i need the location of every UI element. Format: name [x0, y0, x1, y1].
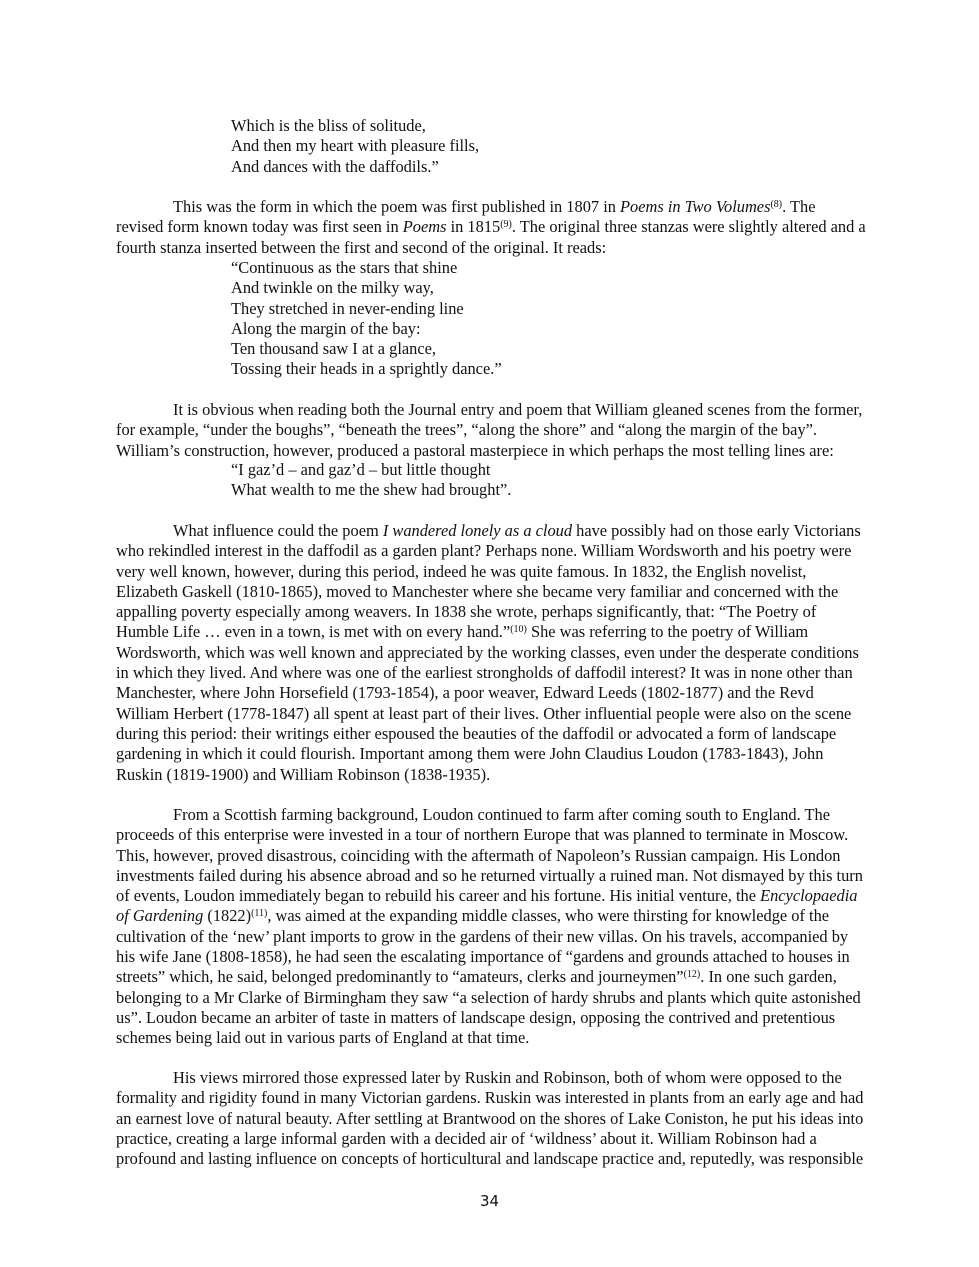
text-line: in which they lived. And where was one of the earliest strongholds of daffodil interest? It was in none other than: [116, 663, 853, 683]
book-title: Poems in Two Volumes: [620, 197, 771, 216]
text-line: proceeds of this enterprise were invested in a tour of northern Europe that was planned to terminate in Moscow.: [116, 825, 849, 845]
paragraph-publication-history: [116, 197, 932, 258]
text-line: an earnest love of natural beauty. After settling at Brantwood on the shores of Lake Coniston, he put his ideas into: [116, 1108, 864, 1128]
text-line: during this period: their writings either espoused the beauties of the daffodil or advocated a form of landscape: [116, 723, 837, 743]
text-line: Manchester, where John Horsefield (1793-1854), a poor weaver, Edward Leeds (1802-1877) and the Revd: [116, 683, 814, 703]
text-line: It is obvious when reading both the Journal entry and poem that William gleaned scenes from the former,: [173, 400, 863, 419]
verse-line: Along the margin of the bay:: [231, 318, 421, 338]
paragraph-ruskin-robinson: [116, 1068, 932, 1169]
text-line: of Gardening $(1822)^{(11)}$, was aimed at the expanding middle classes, who were thirsting for knowledge of the: [116, 906, 830, 926]
verse-line: “Continuous as the stars that shine: [231, 258, 458, 277]
verse-line: Which is the bliss of solitude,: [231, 116, 426, 135]
poem-excerpt-ending: [231, 116, 931, 177]
verse-line: And twinkle on the milky way,: [231, 278, 434, 298]
paragraph-loudon: [116, 805, 932, 1049]
paragraph-victorian-influence: [116, 521, 932, 785]
text-line: for example, “under the boughs”, “beneath the trees”, “along the shore” and “along the margin of the bay”.: [116, 420, 818, 440]
book-title: Poems: [402, 217, 447, 237]
verse-line: What wealth to me the shew had brought”.: [231, 480, 512, 500]
book-title: of Gardening: [116, 906, 204, 926]
text-line: fourth stanza inserted between the first and second of the original. It reads:: [116, 237, 607, 257]
text-line: very well known, however, during this period, indeed he was quite famous. In 1832, the English novelist,: [116, 561, 807, 581]
text-line: appalling poverty especially among weavers. In 1838 she wrote, perhaps significantly, that: “The Poetry of: [116, 602, 817, 622]
text-line: his wife Jane (1808-1858), he had seen the escalating importance of “gardens and grounds attached to houses in: [116, 947, 850, 967]
text-line: Wordsworth, which was well known and appreciated by the working classes, even under the desperate conditions: [116, 642, 859, 662]
text-line: streets” which, he said, belonged predominantly to “amateurs, clerks and journeymen”$^{(12)}$. In one such garden,: [116, 967, 837, 987]
verse-line: Ten thousand saw I at a glance,: [231, 339, 437, 359]
text-line: us”. Loudon became an arbiter of taste in matters of landscape design, opposing the contrived and pretentious: [116, 1007, 836, 1027]
verse-line: And then my heart with pleasure fills,: [231, 136, 480, 156]
verse-line: “I gaz’d – and gaz’d – but little thought: [231, 460, 491, 479]
text-line: Ruskin (1819-1900) and William Robinson (1838-1935).: [116, 764, 491, 784]
text-line: From a Scottish farming background, Loudon continued to farm after coming south to England. The: [173, 805, 831, 824]
text-line: gardening in which it could flourish. Important among them were John Claudius Loudon (1783-1843), John: [116, 744, 824, 764]
footnote-ref: (11): [251, 908, 268, 920]
text-line: William’s construction, however, produced a pastoral masterpiece in which perhaps the most telling lines are:: [116, 440, 834, 460]
text-line: This, however, proved disastrous, coinciding with the aftermath of Napoleon’s Russian campaign. His London: [116, 845, 841, 865]
telling-lines-quote: [231, 460, 931, 501]
text-line: who rekindled interest in the daffodil as a garden plant? Perhaps none. William Wordsworth and his poetry were: [116, 541, 852, 561]
footnote-ref: (9): [500, 219, 512, 231]
text-line: belonging to a Mr Clarke of Birmingham they saw “a selection of hardy shrubs and plants which quite astonished: [116, 987, 861, 1007]
text-line: schemes being laid out in various parts of England at that time.: [116, 1028, 530, 1048]
text-line: His views mirrored those expressed later by Ruskin and Robinson, both of whom were opposed to the: [173, 1068, 842, 1087]
text-line: of events, Loudon immediately began to rebuild his career and his fortune. His initial venture, the Encyclopaedia: [116, 886, 858, 906]
footnote-ref: (12): [683, 969, 701, 981]
footnote-ref: (8): [770, 199, 783, 210]
text-line: profound and lasting influence on concepts of horticultural and landscape practice and, reputedly, was responsible: [116, 1149, 864, 1169]
book-title: Encyclopaedia: [760, 886, 858, 906]
text-line: Humble Life … even in a town, is met with on every hand.”$^{(10)}$ She was referring to the poetry of William: [116, 622, 809, 642]
verse-line: They stretched in never-ending line: [231, 298, 464, 318]
page-number: 34: [479, 1192, 500, 1210]
text-line: investments failed during his absence abroad and so he returned virtually a ruined man. Not dismayed by this turn: [116, 865, 863, 885]
text-line: This was the form in which the poem was first published in 1807 in Poems in Two Volumes$^{(8)}$. The: [173, 197, 816, 216]
text-line: What influence could the poem I wandered lonely as a cloud have possibly had on those early Victorians: [173, 521, 861, 540]
verse-line: And dances with the daffodils.”: [231, 156, 439, 176]
inserted-stanza: [231, 258, 931, 380]
paragraph-journal-comparison: [116, 400, 932, 461]
verse-line: Tossing their heads in a sprightly dance.”: [231, 359, 502, 379]
text-line: cultivation of the ‘new’ plant imports to grow in the gardens of their new villas. On his travels, accompanied by: [116, 926, 849, 946]
text-line: formality and rigidity found in many Victorian gardens. Ruskin was interested in plants from an early age and had: [116, 1088, 864, 1108]
poem-title: I wandered lonely as a cloud: [382, 521, 573, 540]
footnote-ref: (10): [510, 624, 527, 636]
text-line: practice, creating a large informal garden with a decided air of ‘wildness’ about it. William Robinson had a: [116, 1128, 817, 1148]
text-line: Elizabeth Gaskell (1810-1865), moved to Manchester where she became very familiar and concerned with the: [116, 581, 839, 601]
text-line: revised form known today was first seen in Poems in 1815$^{(9)}$. The original three stanzas were slightly altered and a: [116, 217, 866, 237]
text-line: William Herbert (1778-1847) all spent at least part of their lives. Other influential people were also on the scene: [116, 703, 852, 723]
